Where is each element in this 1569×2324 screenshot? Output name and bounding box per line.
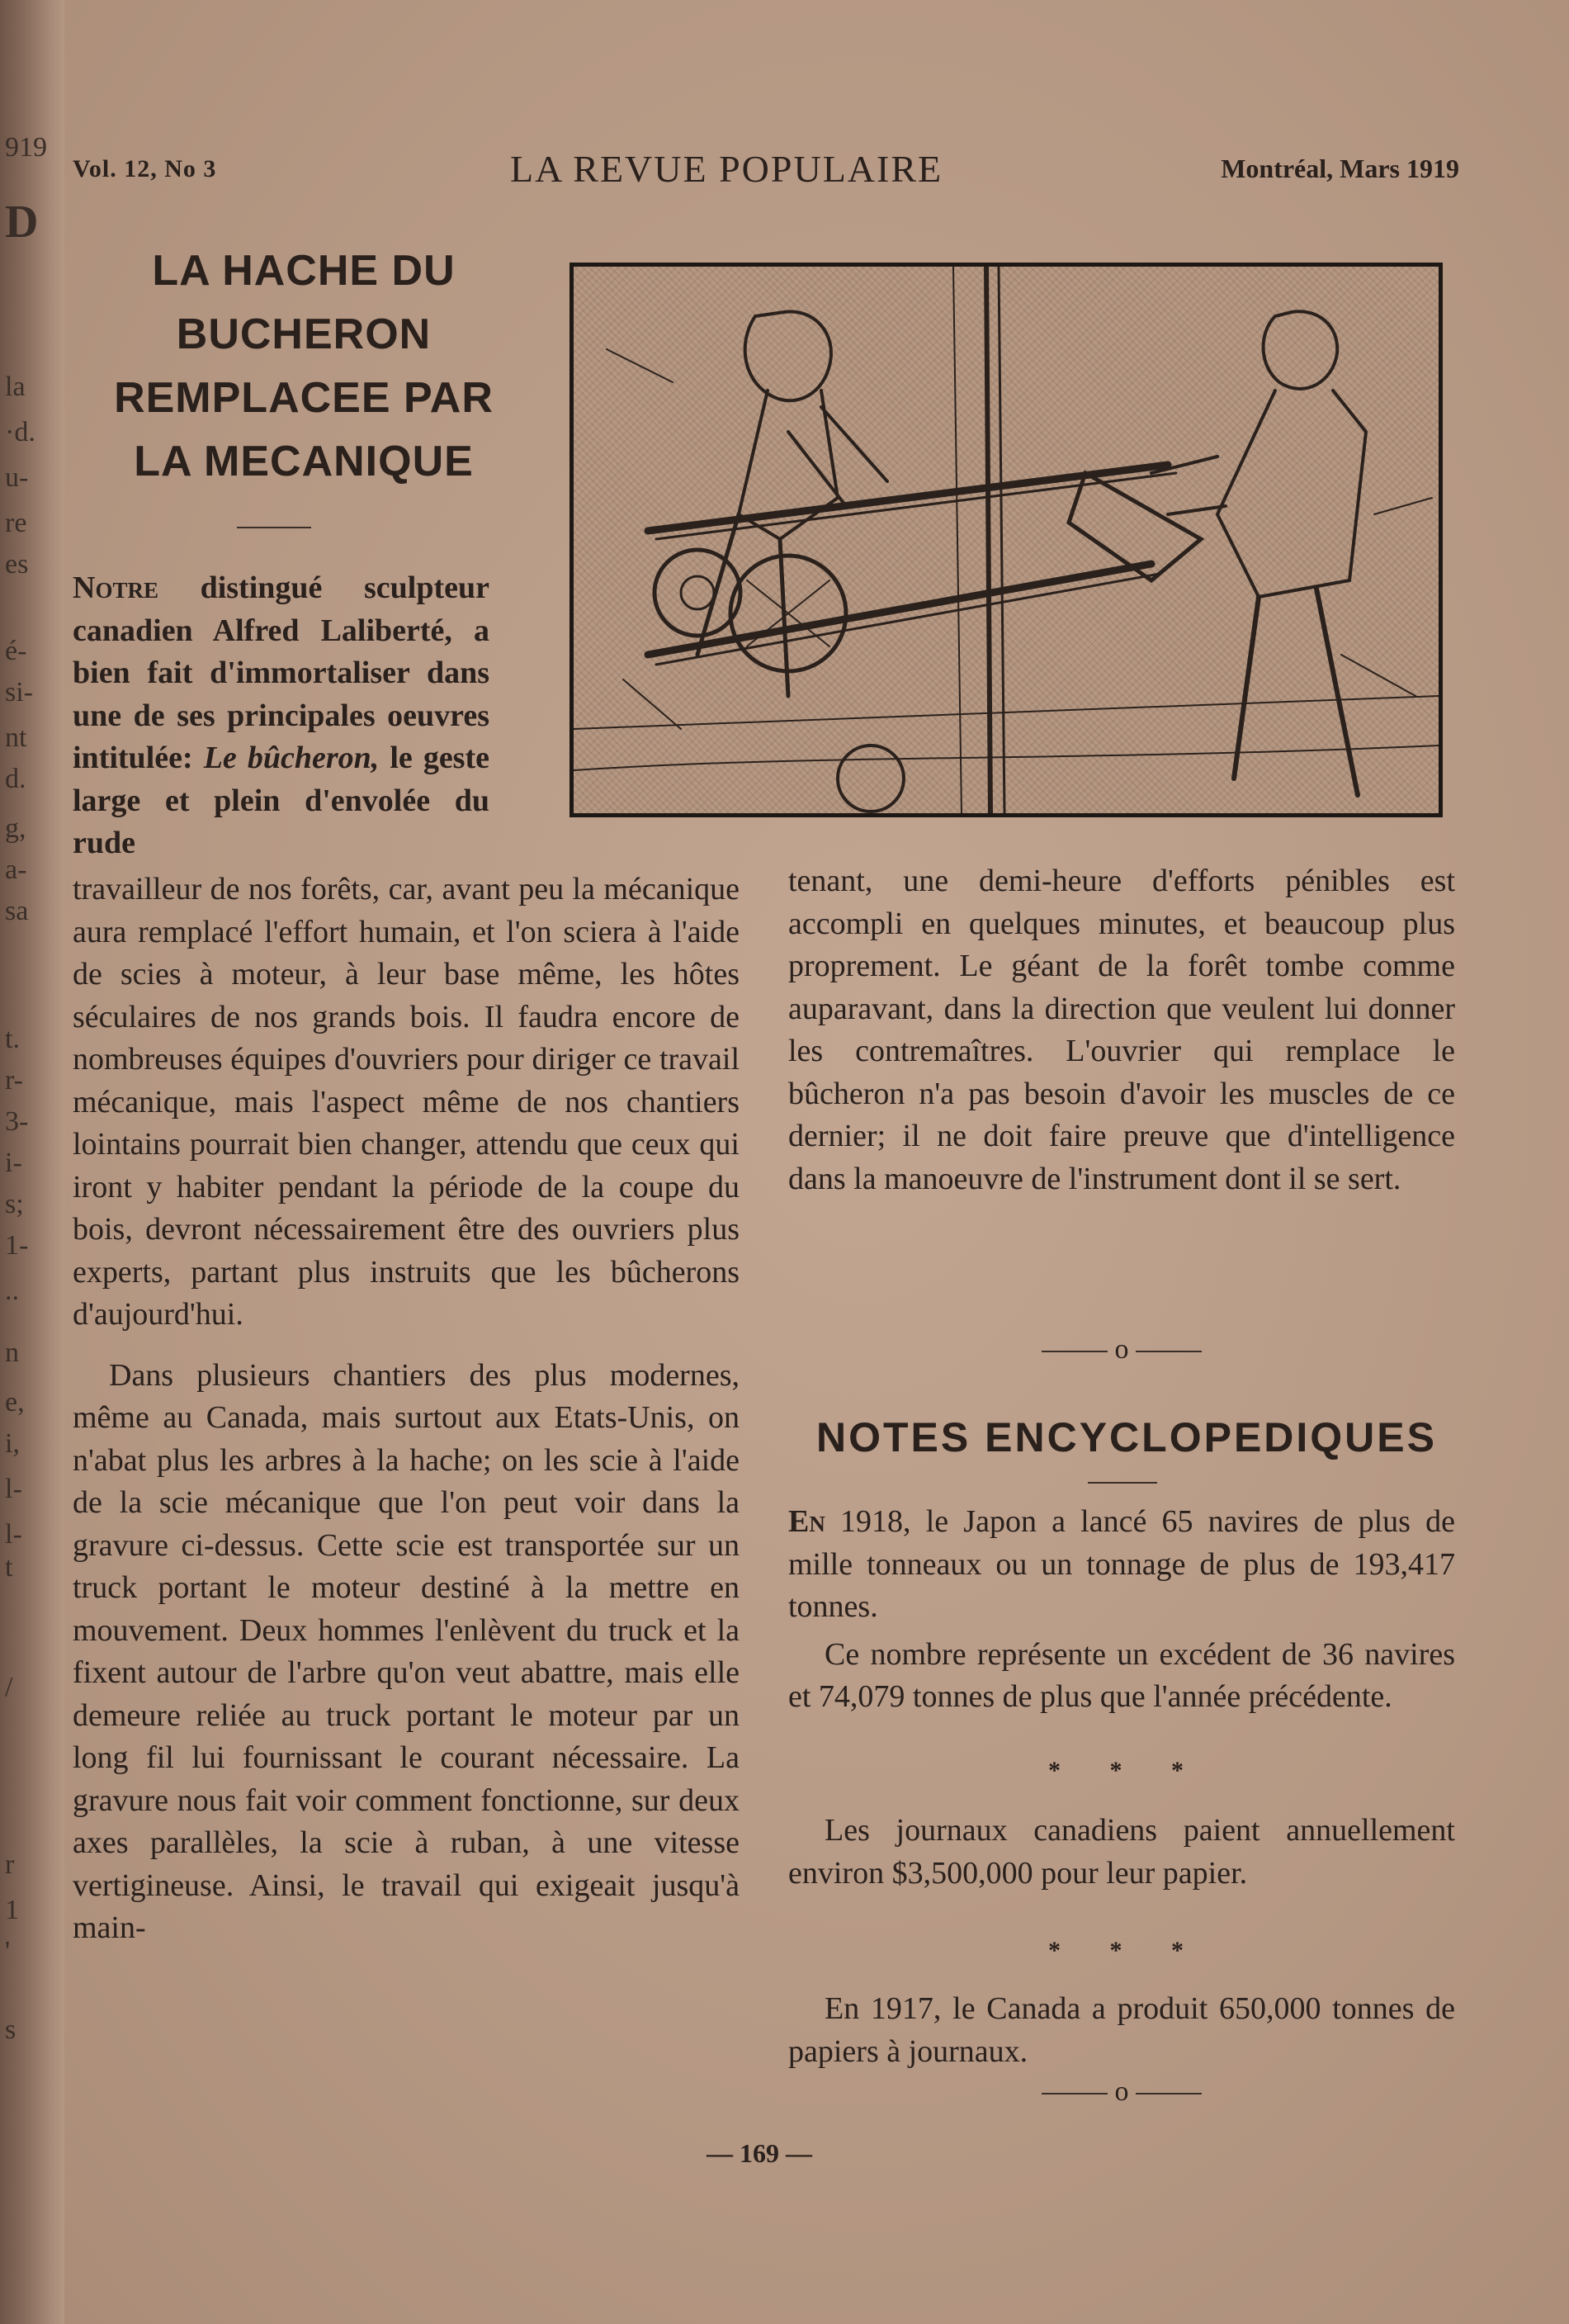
separator-line	[1042, 1351, 1108, 1352]
margin-fragment: ·d.	[5, 417, 35, 447]
magazine-title: LA REVUE POPULAIRE	[510, 148, 943, 190]
paragraph-text: 1918, le Japon a lancé 65 navires de plus de mille tonneaux ou un tonnage de plus de 193,417 tonnes.	[788, 1504, 1455, 1624]
margin-fragment: es	[5, 549, 29, 580]
section-separator	[788, 1334, 1455, 1366]
margin-fragment: i,	[5, 1428, 20, 1459]
margin-fragment: u-	[5, 462, 29, 493]
paragraph-text: le geste large et plein d'envolée du rude	[73, 741, 489, 860]
separator-glyph: o	[1114, 2076, 1129, 2107]
previous-page-margin	[0, 0, 50, 2324]
notes-title-rule	[1088, 1482, 1157, 1484]
headline-line: LA HACHE DU	[152, 247, 456, 295]
margin-fragment: 919	[5, 132, 47, 163]
article-paragraph-1-cont: travailleur de nos forêts, car, avant peu la mécanique aura remplacé l'effort humain, et l'on sciera à l'aide de scies à moteur, à leur base même, les hôtes séculaires de nos grands bois. Il faudra encore de nombreuses équipes d'ouvriers pour diriger ce travail mécanique, mais l'aspect même de nos chantiers lointains pourrait bien changer, attendu que ceux qui iront y habiter pendant la période de la coupe du bois, devront nécessairement être des ouvriers plus experts, partant plus instruits que les bûcherons d'aujourd'hui.	[73, 872, 740, 1332]
note-3-text: En 1917, le Canada a produit 650,000 tonnes de papiers à journaux.	[788, 1991, 1455, 2069]
engraving-drawing	[574, 267, 1439, 813]
margin-fragment: t	[5, 1552, 13, 1583]
margin-fragment: '	[5, 1936, 11, 1967]
margin-fragment: 1	[5, 1895, 19, 1925]
note-2	[788, 1810, 1455, 1895]
separator-line	[1042, 2093, 1108, 2094]
margin-fragment: l-	[5, 1474, 22, 1504]
margin-fragment: re	[5, 508, 27, 538]
margin-fragment: 1-	[5, 1230, 29, 1261]
article-intro	[73, 567, 489, 865]
margin-fragment: nt	[5, 722, 27, 753]
note-divider-stars: * * *	[1048, 1757, 1205, 1784]
note-1	[788, 1501, 1455, 1629]
margin-fragment: la	[5, 372, 26, 402]
margin-fragment: é-	[5, 636, 27, 666]
headline-line: BUCHERON	[176, 310, 432, 358]
article-paragraph-2-cont: tenant, une demi-heure d'efforts pénibles est accompli en quelques minutes, et beaucoup plus proprement. Le géant de la forêt tombe comme auparavant, dans la direction que veulent lui donner les contremaîtres. L'ouvrier qui remplace le bûcheron n'a pas besoin d'avoir les muscles de ce dernier; il ne doit faire preuve que d'intelligence dans la manoeuvre de l'instrument dont il se sert.	[788, 864, 1455, 1196]
margin-fragment: l-	[5, 1519, 22, 1550]
separator-glyph: o	[1114, 1334, 1129, 1365]
article-column-left	[73, 869, 740, 1950]
note-3	[788, 1988, 1455, 2073]
margin-fragment: a-	[5, 854, 27, 885]
headline-line: REMPLACEE PAR	[114, 374, 494, 422]
margin-fragment: 3-	[5, 1106, 29, 1137]
margin-fragment: g,	[5, 813, 26, 844]
margin-fragment: i-	[5, 1148, 22, 1178]
separator-line	[1136, 1351, 1202, 1352]
margin-fragment: n	[5, 1337, 19, 1368]
article-paragraph-1	[73, 567, 489, 865]
margin-fragment: D	[5, 196, 39, 248]
headline-line: LA MECANIQUE	[134, 438, 474, 485]
article-paragraph-2: Dans plusieurs chantiers des plus modernes, même au Canada, mais surtout aux Etats-Unis, on n'abat plus les arbres à la hache; on les scie à l'aide de la scie mécanique que l'on peut voir dans la gravure ci-dessus. Cette scie est transportée sur un truck portant le moteur destiné à la mettre en mouvement. Deux hommes l'enlèvent du truck et la fixent autour de l'arbre qu'on veut abattre, mais elle demeure reliée au truck portant le moteur par un long fil lui fournissant le courant nécessaire. La gravure nous fait voir comment fonctionne, sur deux axes parallèles, la scie à ruban, à une vitesse vertigineuse. Ainsi, le travail qui exigeait jusqu'à main-	[73, 1357, 740, 1945]
note-2-text: Les journaux canadiens paient annuellement environ $3,500,000 pour leur papier.	[788, 1813, 1455, 1891]
margin-fragment: d.	[5, 764, 26, 794]
page-header	[73, 147, 1459, 196]
margin-fragment: r	[5, 1849, 15, 1880]
margin-fragment: /	[5, 1672, 13, 1702]
headline-rule	[237, 527, 311, 528]
separator-line	[1136, 2093, 1202, 2094]
page-number: — 169 —	[707, 2138, 812, 2168]
sculpture-title: Le bûcheron,	[203, 741, 380, 775]
article-headline	[73, 239, 535, 494]
drop-lead-word: Notre	[73, 570, 158, 605]
notes-column	[788, 1501, 1455, 1719]
article-column-right	[788, 860, 1455, 1200]
paragraph-text: distingué sculpteur canadien Alfred Laliberté, a bien fait d'immortaliser dans une de ses principales oeuvres intitulée:	[73, 570, 489, 775]
note-divider-stars: * * *	[1048, 1937, 1205, 1964]
margin-fragment: t.	[5, 1024, 20, 1054]
volume-number: Vol. 12, No 3	[73, 155, 217, 182]
section-separator	[788, 2076, 1455, 2108]
margin-fragment: r-	[5, 1065, 23, 1096]
drop-lead-word: En	[788, 1504, 825, 1539]
margin-fragment: si-	[5, 677, 33, 708]
margin-fragment: sa	[5, 896, 29, 926]
issue-date: Montréal, Mars 1919	[1221, 154, 1459, 183]
sawing-engraving-image	[569, 263, 1443, 817]
note-1-continued: Ce nombre représente un excédent de 36 navires et 74,079 tonnes de plus que l'année précédente.	[788, 1636, 1455, 1714]
margin-fragment: e,	[5, 1387, 25, 1418]
margin-fragment: ..	[5, 1276, 19, 1306]
margin-fragment: s;	[5, 1189, 24, 1219]
margin-fragment: s	[5, 2014, 17, 2045]
notes-title: NOTES ENCYCLOPEDIQUES	[816, 1414, 1437, 1460]
